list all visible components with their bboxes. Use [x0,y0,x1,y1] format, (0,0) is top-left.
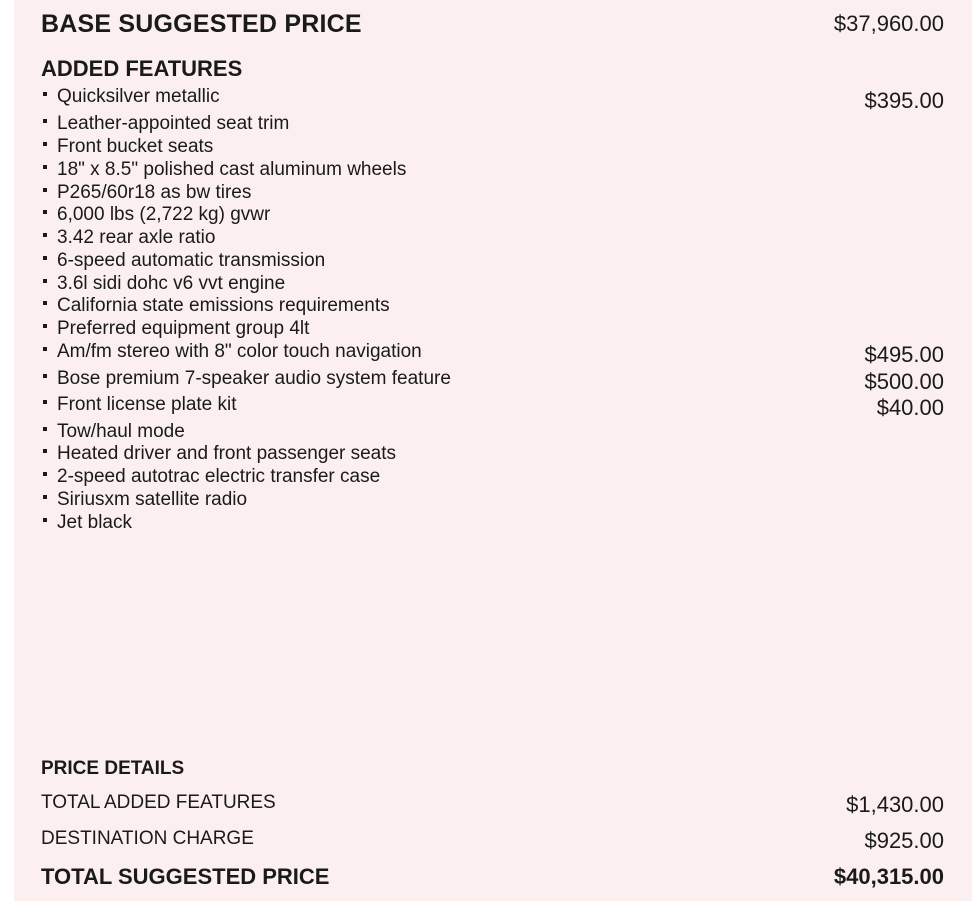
feature-label: Siriusxm satellite radio [57,489,248,510]
feature-item [43,273,285,295]
bullet-icon [43,256,47,260]
bullet-icon [43,119,47,123]
feature-item [43,295,390,317]
feature-label: 3.42 rear axle ratio [57,227,216,248]
feature-item [43,368,451,390]
bullet-icon [43,142,47,146]
feature-price: $495.00 [864,342,944,367]
feature-label: Am/fm stereo with 8" color touch navigation [57,341,422,362]
feature-item [43,159,406,181]
feature-label: Front license plate kit [57,394,237,415]
bullet-icon [43,400,47,404]
feature-label: Quicksilver metallic [57,86,220,107]
bullet-icon [43,92,47,96]
feature-price: $500.00 [864,369,944,394]
bullet-icon [43,279,47,283]
bullet-icon [43,472,47,476]
total-added-features-value: $1,430.00 [846,792,944,817]
feature-label: California state emissions requirements [57,295,390,316]
bullet-icon [43,427,47,431]
feature-item [43,341,422,363]
feature-label: Preferred equipment group 4lt [57,318,310,339]
feature-item [43,113,289,135]
feature-item [43,136,213,158]
feature-label: Leather-appointed seat trim [57,113,290,134]
feature-item [43,204,270,226]
feature-item [43,182,251,204]
total-suggested-price-value: $40,315.00 [833,864,944,889]
feature-item [43,86,220,108]
feature-price: $395.00 [864,88,944,113]
feature-label: Heated driver and front passenger seats [57,443,397,464]
feature-label: 18" x 8.5" polished cast aluminum wheels [57,159,407,180]
bullet-icon [43,518,47,522]
bullet-icon [43,374,47,378]
feature-price: $40.00 [876,395,944,420]
bullet-icon [43,324,47,328]
feature-item [43,443,396,465]
feature-item [43,250,325,272]
total-added-features-label: TOTAL ADDED FEATURES [41,792,276,813]
feature-item [43,489,247,511]
feature-label: 3.6l sidi dohc v6 vvt engine [57,273,286,294]
bullet-icon [43,233,47,237]
feature-item [43,318,309,340]
feature-label: P265/60r18 as bw tires [57,182,252,203]
bullet-icon [43,210,47,214]
bullet-icon [43,165,47,169]
feature-label: Tow/haul mode [57,421,185,442]
feature-item [43,421,185,443]
added-features-heading: ADDED FEATURES [41,56,243,81]
destination-charge-value: $925.00 [864,828,944,853]
price-details-heading: PRICE DETAILS [41,758,185,779]
feature-label: 6-speed automatic transmission [57,250,326,271]
window-sticker-panel [14,0,972,901]
feature-label: 2-speed autotrac electric transfer case [57,466,381,487]
bullet-icon [43,347,47,351]
feature-label: Front bucket seats [57,136,214,157]
total-suggested-price-label: TOTAL SUGGESTED PRICE [41,864,330,889]
feature-label: Bose premium 7-speaker audio system feature [57,368,451,389]
base-price-value: $37,960.00 [833,11,944,36]
feature-label: Jet black [57,512,132,533]
bullet-icon [43,495,47,499]
feature-label: 6,000 lbs (2,722 kg) gvwr [57,204,271,225]
bullet-icon [43,449,47,453]
feature-item [43,227,215,249]
destination-charge-label: DESTINATION CHARGE [41,828,254,849]
bullet-icon [43,301,47,305]
feature-item [43,512,132,534]
base-price-label: BASE SUGGESTED PRICE [41,10,362,38]
feature-item [43,466,380,488]
feature-item [43,394,237,416]
bullet-icon [43,188,47,192]
